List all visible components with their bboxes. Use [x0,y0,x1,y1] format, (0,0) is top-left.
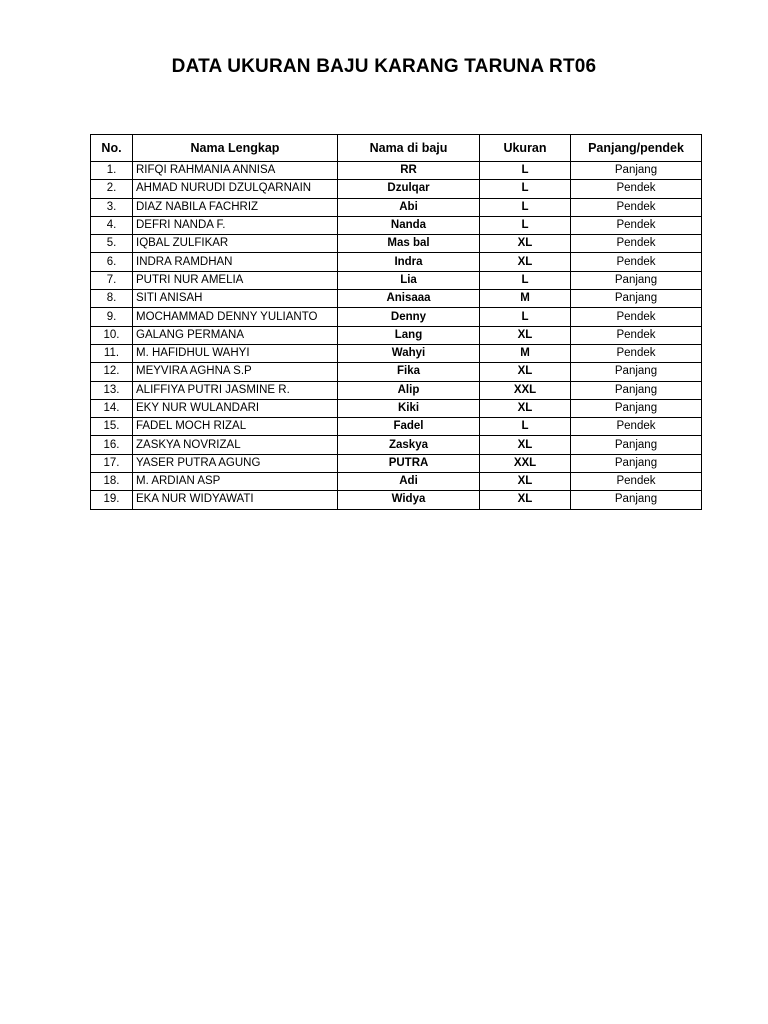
cell-nama-di-baju: RR [338,162,480,180]
cell-nama-lengkap: RIFQI RAHMANIA ANNISA [133,162,338,180]
cell-ukuran: XL [480,436,571,454]
cell-panjang-pendek: Panjang [571,363,702,381]
cell-no: 15. [91,418,133,436]
cell-ukuran: L [480,180,571,198]
table-row [91,290,702,308]
cell-no: 13. [91,381,133,399]
cell-ukuran: L [480,271,571,289]
cell-nama-lengkap: SITI ANISAH [133,290,338,308]
cell-nama-di-baju: Lia [338,271,480,289]
cell-nama-lengkap: MEYVIRA AGHNA S.P [133,363,338,381]
cell-panjang-pendek: Panjang [571,491,702,509]
cell-nama-di-baju: Dzulqar [338,180,480,198]
cell-ukuran: L [480,308,571,326]
cell-nama-lengkap: PUTRI NUR AMELIA [133,271,338,289]
table-row [91,491,702,509]
cell-ukuran: M [480,290,571,308]
header-panjang-pendek: Panjang/pendek [571,135,702,162]
cell-no: 18. [91,473,133,491]
cell-no: 17. [91,454,133,472]
cell-nama-lengkap: AHMAD NURUDI DZULQARNAIN [133,180,338,198]
cell-nama-di-baju: Alip [338,381,480,399]
cell-panjang-pendek: Pendek [571,253,702,271]
cell-no: 19. [91,491,133,509]
table-row [91,271,702,289]
cell-ukuran: M [480,344,571,362]
table-row [91,473,702,491]
cell-no: 4. [91,216,133,234]
table-row [91,253,702,271]
cell-panjang-pendek: Panjang [571,436,702,454]
cell-no: 3. [91,198,133,216]
cell-nama-di-baju: Mas bal [338,235,480,253]
cell-no: 11. [91,344,133,362]
cell-panjang-pendek: Pendek [571,418,702,436]
cell-nama-lengkap: INDRA RAMDHAN [133,253,338,271]
cell-nama-lengkap: DIAZ NABILA FACHRIZ [133,198,338,216]
cell-nama-di-baju: Wahyi [338,344,480,362]
cell-panjang-pendek: Pendek [571,344,702,362]
cell-nama-di-baju: Fika [338,363,480,381]
table-row [91,198,702,216]
cell-nama-lengkap: M. ARDIAN ASP [133,473,338,491]
table-row [91,180,702,198]
cell-nama-di-baju: Lang [338,326,480,344]
cell-ukuran: XXL [480,454,571,472]
cell-nama-di-baju: Anisaaa [338,290,480,308]
cell-panjang-pendek: Panjang [571,162,702,180]
cell-ukuran: XXL [480,381,571,399]
cell-nama-lengkap: FADEL MOCH RIZAL [133,418,338,436]
cell-ukuran: XL [480,491,571,509]
cell-panjang-pendek: Pendek [571,216,702,234]
cell-panjang-pendek: Pendek [571,473,702,491]
cell-panjang-pendek: Pendek [571,180,702,198]
cell-no: 12. [91,363,133,381]
cell-ukuran: L [480,418,571,436]
cell-ukuran: XL [480,399,571,417]
cell-nama-di-baju: Adi [338,473,480,491]
cell-nama-lengkap: MOCHAMMAD DENNY YULIANTO [133,308,338,326]
cell-nama-lengkap: GALANG PERMANA [133,326,338,344]
cell-nama-di-baju: PUTRA [338,454,480,472]
cell-no: 2. [91,180,133,198]
cell-ukuran: L [480,216,571,234]
table-row [91,436,702,454]
cell-panjang-pendek: Panjang [571,381,702,399]
cell-panjang-pendek: Panjang [571,399,702,417]
table-row [91,344,702,362]
cell-no: 9. [91,308,133,326]
size-table [90,134,702,510]
cell-no: 1. [91,162,133,180]
table-row [91,381,702,399]
cell-no: 16. [91,436,133,454]
table-row [91,454,702,472]
table-row [91,162,702,180]
cell-nama-lengkap: DEFRI NANDA F. [133,216,338,234]
table-row [91,363,702,381]
cell-no: 10. [91,326,133,344]
cell-nama-di-baju: Fadel [338,418,480,436]
cell-no: 5. [91,235,133,253]
cell-ukuran: XL [480,363,571,381]
table-row [91,235,702,253]
cell-panjang-pendek: Pendek [571,198,702,216]
table-row [91,399,702,417]
table-row [91,326,702,344]
table-row [91,308,702,326]
table-header-row [91,135,702,162]
cell-nama-di-baju: Nanda [338,216,480,234]
cell-nama-lengkap: YASER PUTRA AGUNG [133,454,338,472]
cell-nama-di-baju: Denny [338,308,480,326]
cell-panjang-pendek: Panjang [571,271,702,289]
cell-nama-lengkap: ZASKYA NOVRIZAL [133,436,338,454]
cell-ukuran: L [480,162,571,180]
table-row [91,216,702,234]
cell-panjang-pendek: Pendek [571,235,702,253]
cell-nama-di-baju: Abi [338,198,480,216]
cell-panjang-pendek: Pendek [571,308,702,326]
table-body [91,162,702,510]
header-ukuran: Ukuran [480,135,571,162]
cell-nama-di-baju: Indra [338,253,480,271]
cell-nama-lengkap: ALIFFIYA PUTRI JASMINE R. [133,381,338,399]
cell-nama-lengkap: EKY NUR WULANDARI [133,399,338,417]
header-nama-lengkap: Nama Lengkap [133,135,338,162]
cell-nama-di-baju: Widya [338,491,480,509]
cell-ukuran: XL [480,473,571,491]
page-title: DATA UKURAN BAJU KARANG TARUNA RT06 [171,56,597,77]
cell-panjang-pendek: Panjang [571,454,702,472]
cell-no: 14. [91,399,133,417]
cell-nama-lengkap: IQBAL ZULFIKAR [133,235,338,253]
header-nama-di-baju: Nama di baju [338,135,480,162]
cell-no: 6. [91,253,133,271]
header-no: No. [91,135,133,162]
cell-ukuran: XL [480,253,571,271]
cell-ukuran: XL [480,235,571,253]
cell-panjang-pendek: Panjang [571,290,702,308]
cell-nama-lengkap: M. HAFIDHUL WAHYI [133,344,338,362]
table-row [91,418,702,436]
cell-nama-lengkap: EKA NUR WIDYAWATI [133,491,338,509]
cell-ukuran: XL [480,326,571,344]
cell-panjang-pendek: Pendek [571,326,702,344]
cell-nama-di-baju: Zaskya [338,436,480,454]
cell-no: 7. [91,271,133,289]
cell-nama-di-baju: Kiki [338,399,480,417]
cell-ukuran: L [480,198,571,216]
cell-no: 8. [91,290,133,308]
